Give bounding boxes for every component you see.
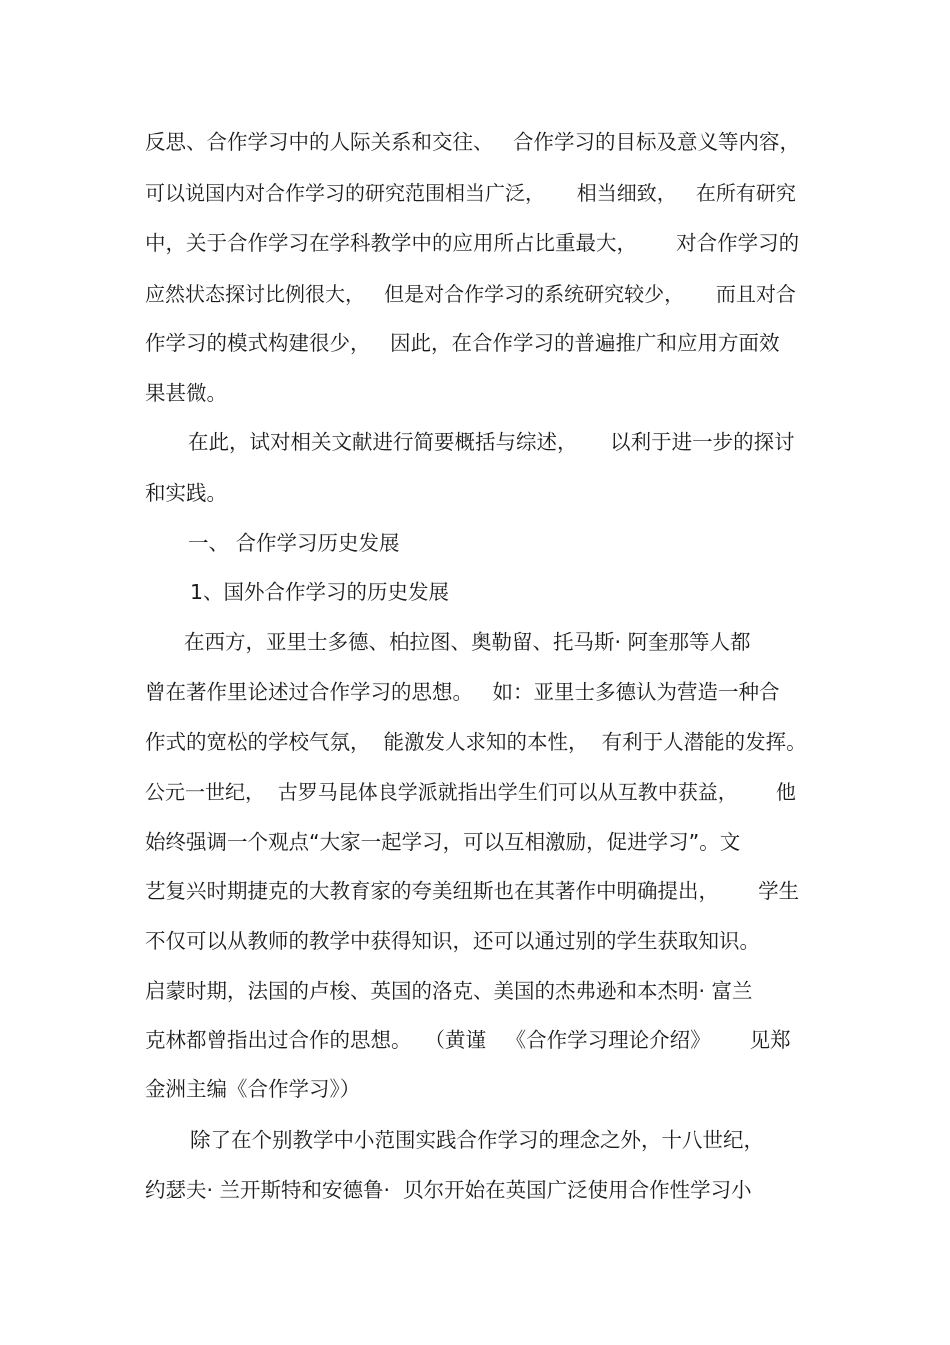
text-line: 应然状态探讨比例很大， 但是对合作学习的系统研究较少， 而且对合: [145, 282, 796, 306]
text-line: 除了在个别教学中小范围实践合作学习的理念之外，十八世纪，: [190, 1128, 764, 1152]
text-line: 作学习的模式构建很少， 因此，在合作学习的普遍推广和应用方面效: [145, 331, 780, 355]
section-heading: 一、 合作学习历史发展: [188, 531, 400, 555]
text-line: 艺复兴时期捷克的大教育家的夸美纽斯也在其著作中明确提出， 学生: [145, 879, 800, 903]
text-line: 在西方，亚里士多德、柏拉图、奥勒留、托马斯· 阿奎那等人都: [184, 630, 751, 654]
text-line: 不仅可以从教师的教学中获得知识，还可以通过别的学生获取知识。: [145, 929, 760, 953]
text-line: 和实践。: [145, 481, 227, 505]
text-line: 果甚微。: [145, 381, 227, 405]
text-line: 反思、合作学习中的人际关系和交往、 合作学习的目标及意义等内容，: [145, 130, 801, 154]
subsection-heading: 1、国外合作学习的历史发展: [190, 580, 450, 604]
text-line: 曾在著作里论述过合作学习的思想。 如：亚里士多德认为营造一种合: [145, 680, 780, 704]
text-line: 克林都曾指出过合作的思想。 （黄谨 《合作学习理论介绍》 见郑: [145, 1028, 791, 1052]
text-line: 始终强调一个观点“大家一起学习，可以互相激励，促进学习”。文: [145, 830, 741, 854]
text-line: 约瑟夫· 兰开斯特和安德鲁· 贝尔开始在英国广泛使用合作性学习小: [145, 1178, 752, 1202]
text-line: 公元一世纪， 古罗马昆体良学派就指出学生们可以从互教中获益， 他: [145, 780, 796, 804]
text-line: 在此，试对相关文献进行简要概括与综述， 以利于进一步的探讨: [188, 430, 795, 454]
text-line: 启蒙时期，法国的卢梭、英国的洛克、美国的杰弗逊和本杰明· 富兰: [145, 979, 753, 1003]
text-line: 作式的宽松的学校气氛， 能激发人求知的本性， 有利于人潜能的发挥。: [145, 730, 807, 754]
text-line: 中，关于合作学习在学科教学中的应用所占比重最大， 对合作学习的: [145, 231, 800, 255]
text-line: 可以说国内对合作学习的研究范围相当广泛， 相当细致， 在所有研究: [145, 181, 796, 205]
text-line: 金洲主编《合作学习》）: [145, 1077, 361, 1101]
